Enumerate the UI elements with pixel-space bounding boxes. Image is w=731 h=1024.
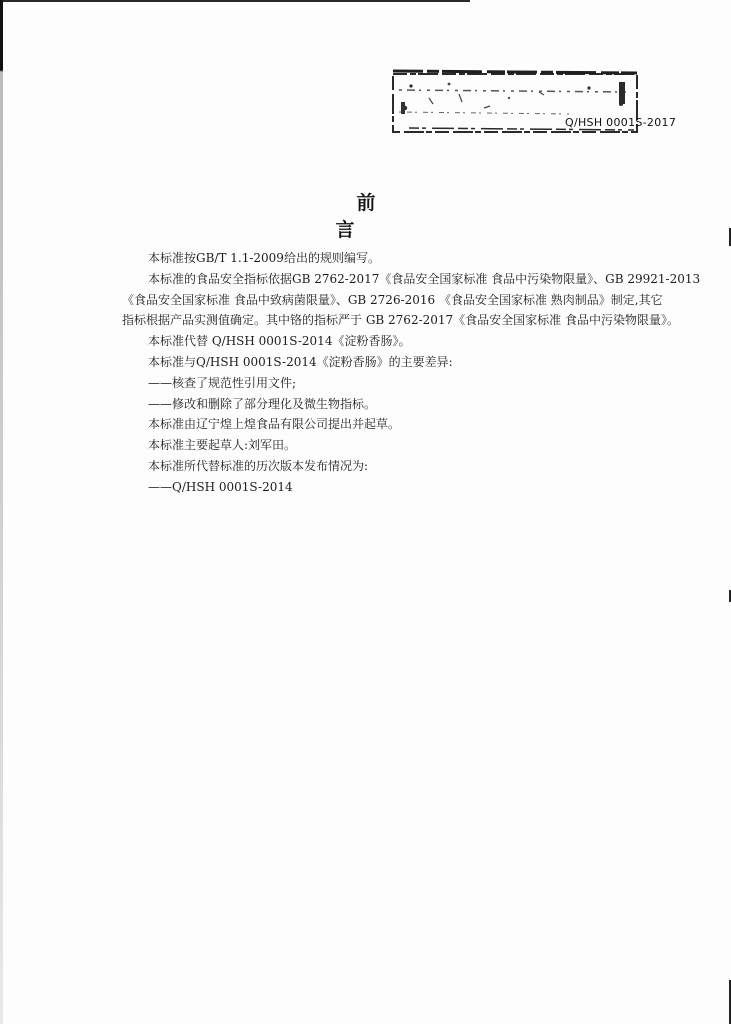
paragraph: ——核查了规范性引用文件; xyxy=(148,375,297,390)
paragraph: 本标准由辽宁煌上煌食品有限公司提出并起草。 xyxy=(148,417,401,432)
scan-edge-top xyxy=(0,0,470,2)
page-title: 前 言 xyxy=(335,192,479,241)
scan-edge-left xyxy=(0,0,3,1024)
paragraph: 本标准所代替标准的历次版本发布情况为: xyxy=(148,458,369,473)
paragraph: ——Q/HSH 0001S-2014 xyxy=(148,479,293,494)
paragraph: 指标根据产品实测值确定。其中铬的指标严于 GB 2762-2017《食品安全国家标准 食品中污染物限量》。 xyxy=(122,313,679,328)
standard-code: Q/HSH 0001S-2017 xyxy=(565,116,677,129)
paragraph: 本标准与Q/HSH 0001S-2014《淀粉香肠》的主要差异: xyxy=(148,354,453,369)
paragraph: 本标准按GB/T 1.1-2009给出的规则编写。 xyxy=(148,251,380,265)
paragraph: ——修改和删除了部分理化及微生物指标。 xyxy=(148,396,377,411)
paragraph: 《食品安全国家标准 食品中致病菌限量》、GB 2726-2016 《食品安全国家标准 熟肉制品》制定,其它 xyxy=(122,292,663,307)
paragraph: 本标准的食品安全指标依据GB 2762-2017《食品安全国家标准 食品中污染物限量》、GB 29921-2013 xyxy=(148,271,701,286)
preface-body xyxy=(122,248,701,498)
paragraph: 本标准代替 Q/HSH 0001S-2014《淀粉香肠》。 xyxy=(148,334,411,349)
paragraph: 本标准主要起草人:刘军田。 xyxy=(148,438,297,453)
